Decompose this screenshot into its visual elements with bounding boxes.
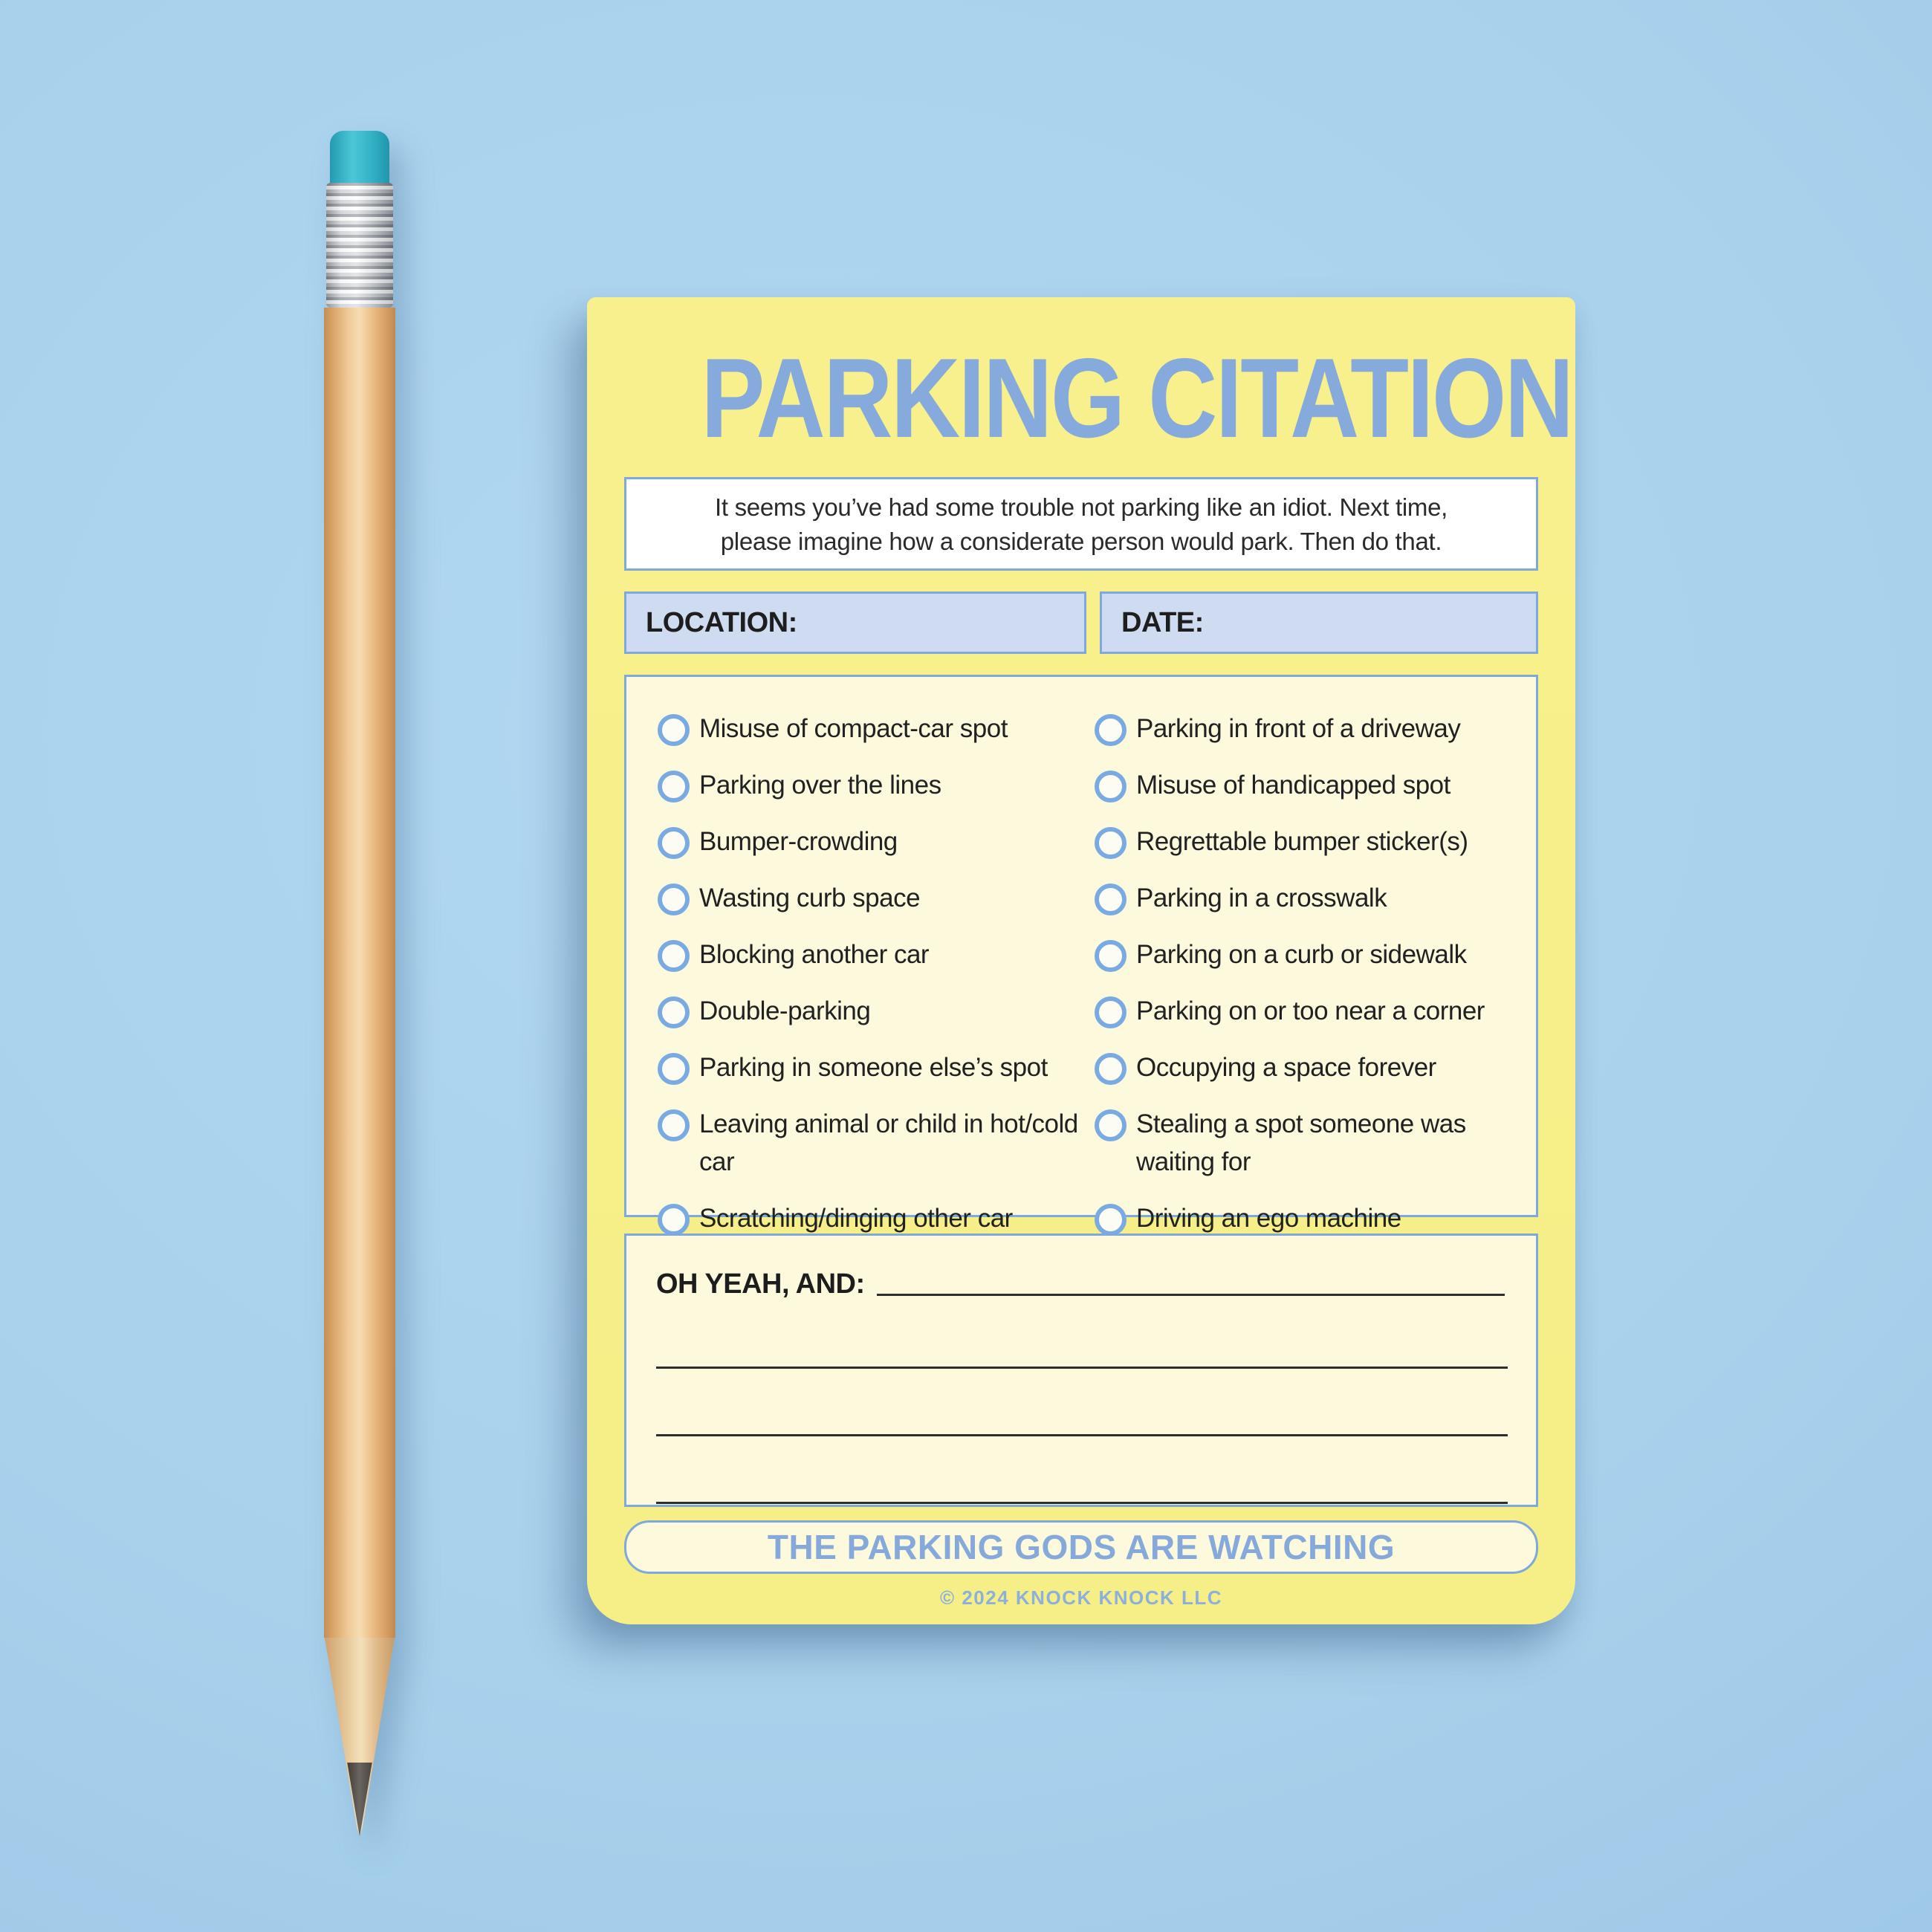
violation-label: Parking over the lines <box>699 771 941 800</box>
empty-circle-checkbox-icon <box>1095 771 1127 803</box>
pencil-ferrule <box>326 183 393 308</box>
violation-item <box>1095 1199 1523 1237</box>
empty-circle-checkbox-icon <box>1095 940 1127 972</box>
empty-circle-checkbox-icon <box>1095 1204 1127 1236</box>
empty-circle-checkbox-icon <box>1095 1109 1127 1141</box>
violations-column-right <box>1095 710 1523 1233</box>
violation-label: Driving an ego machine <box>1136 1204 1401 1233</box>
violation-label: Leaving animal or child in hot/cold car <box>699 1109 1078 1176</box>
violation-label: Parking on a curb or sidewalk <box>1136 940 1467 969</box>
violation-item <box>658 1199 1095 1237</box>
notes-writein-line <box>656 1367 1508 1369</box>
fields-row <box>624 591 1538 654</box>
violation-item <box>658 992 1095 1030</box>
violation-item <box>658 766 1095 804</box>
location-label: LOCATION: <box>646 606 797 638</box>
violation-item <box>1095 1048 1523 1086</box>
violation-label: Misuse of handicapped spot <box>1136 771 1450 800</box>
empty-circle-checkbox-icon <box>658 1109 690 1141</box>
violation-label: Occupying a space forever <box>1136 1053 1436 1082</box>
notes-panel <box>624 1234 1538 1507</box>
empty-circle-checkbox-icon <box>658 940 690 972</box>
violation-item <box>658 1048 1095 1086</box>
pencil-sharpened-cone <box>324 1638 395 1837</box>
violation-item <box>1095 710 1523 748</box>
empty-circle-checkbox-icon <box>658 771 690 803</box>
violation-label: Parking in front of a driveway <box>1136 714 1461 743</box>
violation-label: Regrettable bumper sticker(s) <box>1136 827 1468 856</box>
violation-label: Bumper-crowding <box>699 827 898 856</box>
violation-item <box>658 1105 1095 1181</box>
notes-writein-line <box>877 1294 1505 1296</box>
pencil <box>324 131 395 1855</box>
notes-writein-line <box>656 1502 1508 1504</box>
parking-citation-notepad <box>587 297 1575 1624</box>
empty-circle-checkbox-icon <box>658 1053 690 1085</box>
empty-circle-checkbox-icon <box>658 884 690 915</box>
empty-circle-checkbox-icon <box>658 1204 690 1236</box>
banner <box>624 1520 1538 1574</box>
copyright: © 2024 KNOCK KNOCK LLC <box>939 1586 1223 1609</box>
empty-circle-checkbox-icon <box>658 714 690 746</box>
violation-item <box>1095 936 1523 973</box>
empty-circle-checkbox-icon <box>658 996 690 1028</box>
violation-item <box>658 936 1095 973</box>
violation-item <box>1095 992 1523 1030</box>
banner-text: THE PARKING GODS ARE WATCHING <box>767 1528 1395 1566</box>
empty-circle-checkbox-icon <box>1095 714 1127 746</box>
page-title: PARKING CITATION <box>701 335 1572 461</box>
empty-circle-checkbox-icon <box>658 827 690 859</box>
violation-item <box>1095 1105 1523 1181</box>
pencil-eraser <box>330 131 389 187</box>
empty-circle-checkbox-icon <box>1095 884 1127 915</box>
pencil-graphite-tip <box>346 1763 374 1837</box>
empty-circle-checkbox-icon <box>1095 827 1127 859</box>
date-field <box>1100 591 1538 654</box>
violation-label: Misuse of compact-car spot <box>699 714 1008 743</box>
notes-label: OH YEAH, AND: <box>656 1268 865 1300</box>
empty-circle-checkbox-icon <box>1095 1053 1127 1085</box>
date-label: DATE: <box>1121 606 1204 638</box>
notes-writein-line <box>656 1434 1508 1436</box>
violation-label: Scratching/dinging other car <box>699 1204 1013 1233</box>
violation-label: Double-parking <box>699 996 871 1025</box>
violations-panel <box>624 675 1538 1233</box>
violation-item <box>1095 823 1523 860</box>
violation-label: Parking in a crosswalk <box>1136 884 1387 912</box>
violation-item <box>658 879 1095 917</box>
violation-item <box>1095 766 1523 804</box>
pencil-body <box>324 308 395 1638</box>
intro-box <box>624 477 1538 571</box>
violation-label: Parking in someone else’s spot <box>699 1053 1048 1082</box>
violation-item <box>658 823 1095 860</box>
intro-line-1: It seems you’ve had some trouble not parking like an idiot. Next time, <box>714 493 1448 521</box>
violation-label: Blocking another car <box>699 940 930 969</box>
notes-header-row <box>656 1267 1508 1301</box>
empty-circle-checkbox-icon <box>1095 996 1127 1028</box>
violation-label: Wasting curb space <box>699 884 921 912</box>
location-field <box>624 591 1086 654</box>
violation-item <box>658 710 1095 748</box>
violation-label: Stealing a spot someone was waiting for <box>1136 1109 1466 1176</box>
violation-item <box>1095 879 1523 917</box>
intro-line-2: please imagine how a considerate person would park. Then do that. <box>720 528 1442 555</box>
violations-column-left <box>658 710 1095 1233</box>
violation-label: Parking on or too near a corner <box>1136 996 1485 1025</box>
